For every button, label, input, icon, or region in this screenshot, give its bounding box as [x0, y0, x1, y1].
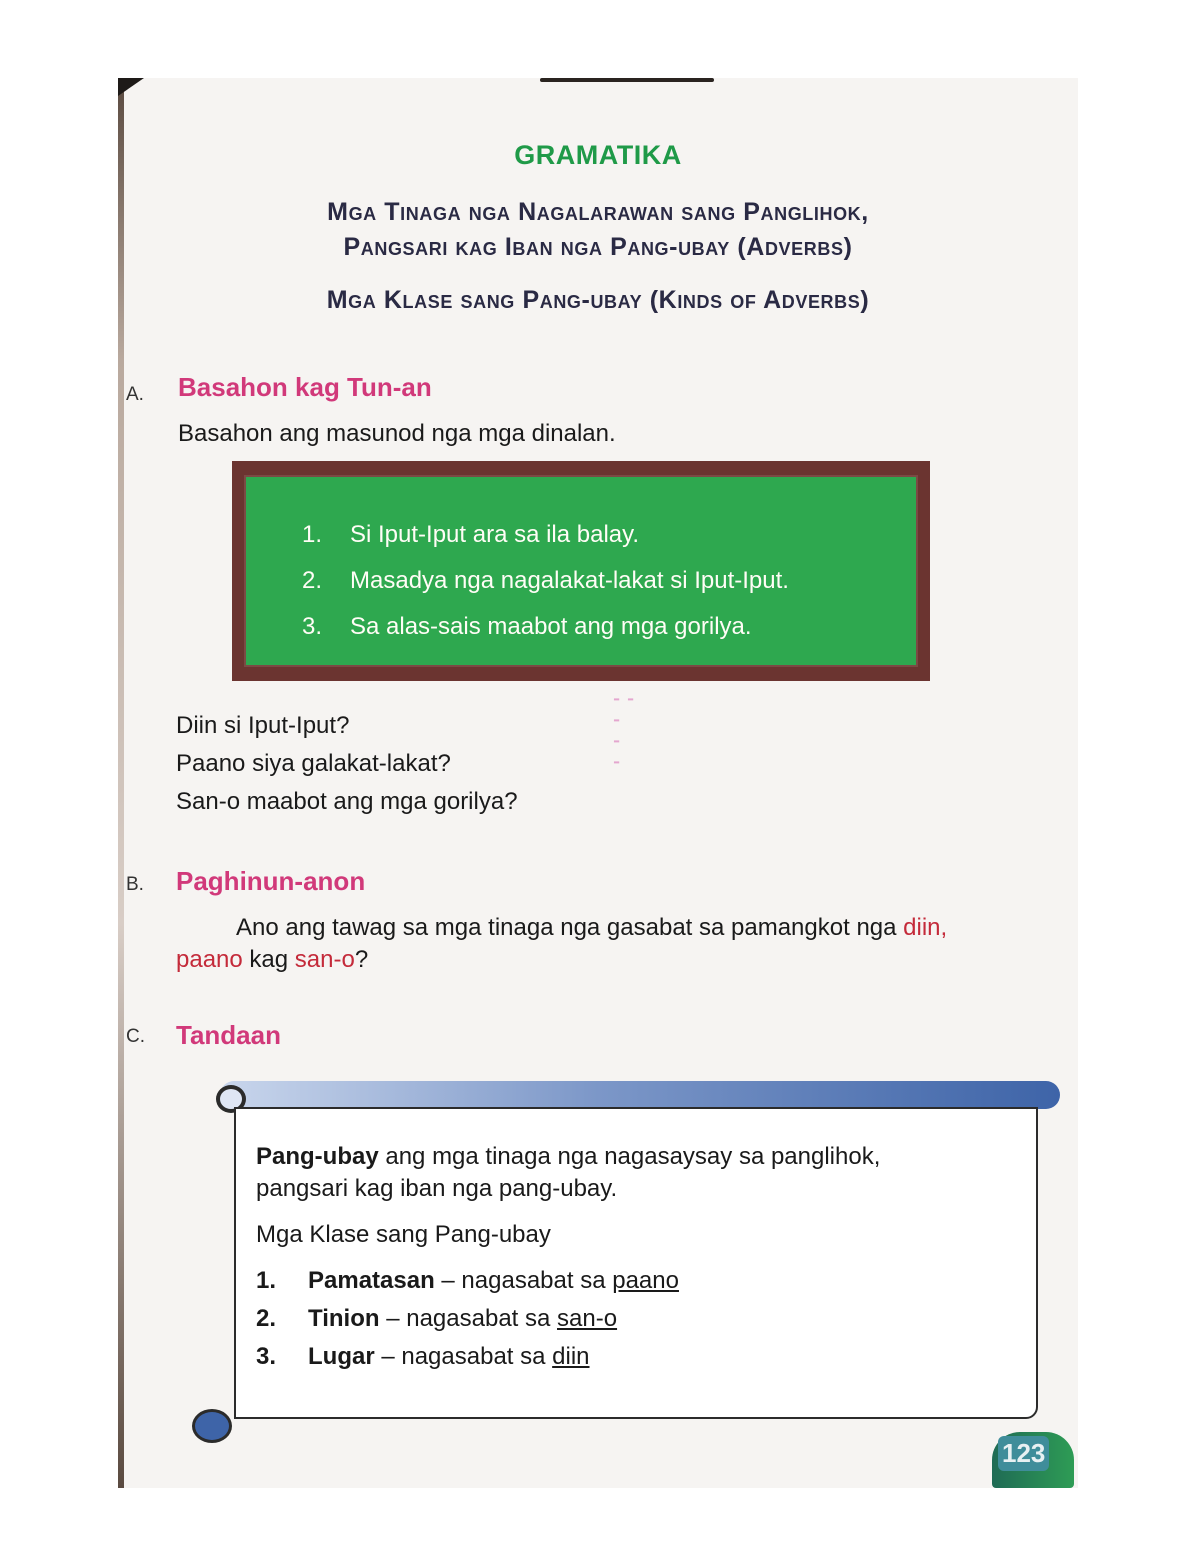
keyword-diin: diin,: [903, 914, 948, 941]
scroll-bottom-curl-icon: [192, 1409, 232, 1443]
kind-item: [256, 1343, 590, 1371]
kind-name: Lugar: [308, 1343, 375, 1370]
section-heading: GRAMATIKA: [514, 140, 682, 170]
book-page: [118, 78, 1078, 1488]
section-b-letter: B.: [126, 874, 144, 895]
keyword-san-o: san-o: [294, 946, 355, 973]
question-2: Paano siya galakat-lakat?: [176, 750, 451, 777]
definition-line-1: [256, 1143, 880, 1171]
kind-item: [256, 1267, 679, 1295]
question-joiner: kag: [242, 946, 295, 973]
sentence-text: Si Iput-Iput ara sa ila balay.: [350, 521, 640, 548]
sentence-text: Masadya nga nagalakat-lakat si Iput-Iput.: [350, 567, 789, 594]
section-a-title: Basahon kag Tun-an: [178, 372, 432, 402]
sentence-board: [232, 461, 930, 681]
kind-desc: – nagasabat sa: [434, 1267, 613, 1294]
kind-desc: – nagasabat sa: [379, 1305, 558, 1332]
kind-number: 2.: [256, 1305, 277, 1332]
sentence-board-inner: [244, 475, 918, 667]
subtitle-line-1: Mga Tinaga nga Nagalarawan sang Panglihok,: [327, 198, 869, 226]
sentence-item: [302, 521, 916, 567]
definition-term: Pang-ubay: [256, 1143, 379, 1170]
pink-marks: ⁃ ⁃ ⁃ ⁃ ⁃: [612, 690, 636, 773]
page-number: 123: [998, 1436, 1049, 1471]
kind-name: Pamatasan: [308, 1267, 435, 1294]
question-1: Diin si Iput-Iput?: [176, 712, 350, 739]
kind-item: [256, 1305, 617, 1333]
scroll-content-box: [234, 1107, 1038, 1419]
sentence-number: 3.: [302, 613, 323, 640]
kind-answer: paano: [612, 1267, 679, 1294]
question-mark: ?: [354, 946, 369, 973]
kind-answer: san-o: [557, 1305, 618, 1332]
kind-name: Tinion: [308, 1305, 380, 1332]
kinds-title: Mga Klase sang Pang-ubay: [256, 1221, 551, 1248]
remember-scroll: [216, 1081, 1038, 1421]
definition-line-2: pangsari kag iban nga pang-ubay.: [256, 1175, 618, 1202]
subtitle-line-3: Mga Klase sang Pang-ubay (Kinds of Adverbs): [326, 286, 870, 314]
question-text: Ano ang tawag sa mga tinaga nga gasabat sa pamangkot nga: [236, 914, 904, 941]
kind-number: 1.: [256, 1267, 277, 1294]
sentence-number: 2.: [302, 567, 323, 594]
section-c-letter: C.: [126, 1026, 145, 1047]
scroll-top-roll: [220, 1081, 1060, 1109]
section-c-title: Tandaan: [176, 1020, 281, 1050]
section-b-question-line-2: [176, 946, 368, 974]
kind-desc: – nagasabat sa: [374, 1343, 553, 1370]
definition-text: ang mga tinaga nga nagasaysay sa panglihok,: [378, 1143, 881, 1170]
question-3: San-o maabot ang mga gorilya?: [176, 788, 518, 815]
sentence-item: [302, 613, 916, 659]
top-rule: [540, 78, 714, 82]
kind-answer: diin: [552, 1343, 590, 1370]
section-a-letter: A.: [126, 384, 144, 405]
page-number-badge: [992, 1432, 1074, 1488]
section-a-instruction: Basahon ang masunod nga mga dinalan.: [178, 420, 616, 447]
section-b-question-line-1: [236, 914, 947, 942]
kind-number: 3.: [256, 1343, 277, 1370]
keyword-paano: paano: [176, 946, 243, 973]
sentence-text: Sa alas-sais maabot ang mga gorilya.: [350, 613, 752, 640]
section-b-title: Paghinun-anon: [176, 866, 366, 896]
subtitle-line-2: Pangsari kag Iban nga Pang-ubay (Adverbs): [343, 233, 853, 261]
sentence-number: 1.: [302, 521, 323, 548]
sentence-item: [302, 567, 916, 613]
page-corner: [118, 78, 144, 96]
